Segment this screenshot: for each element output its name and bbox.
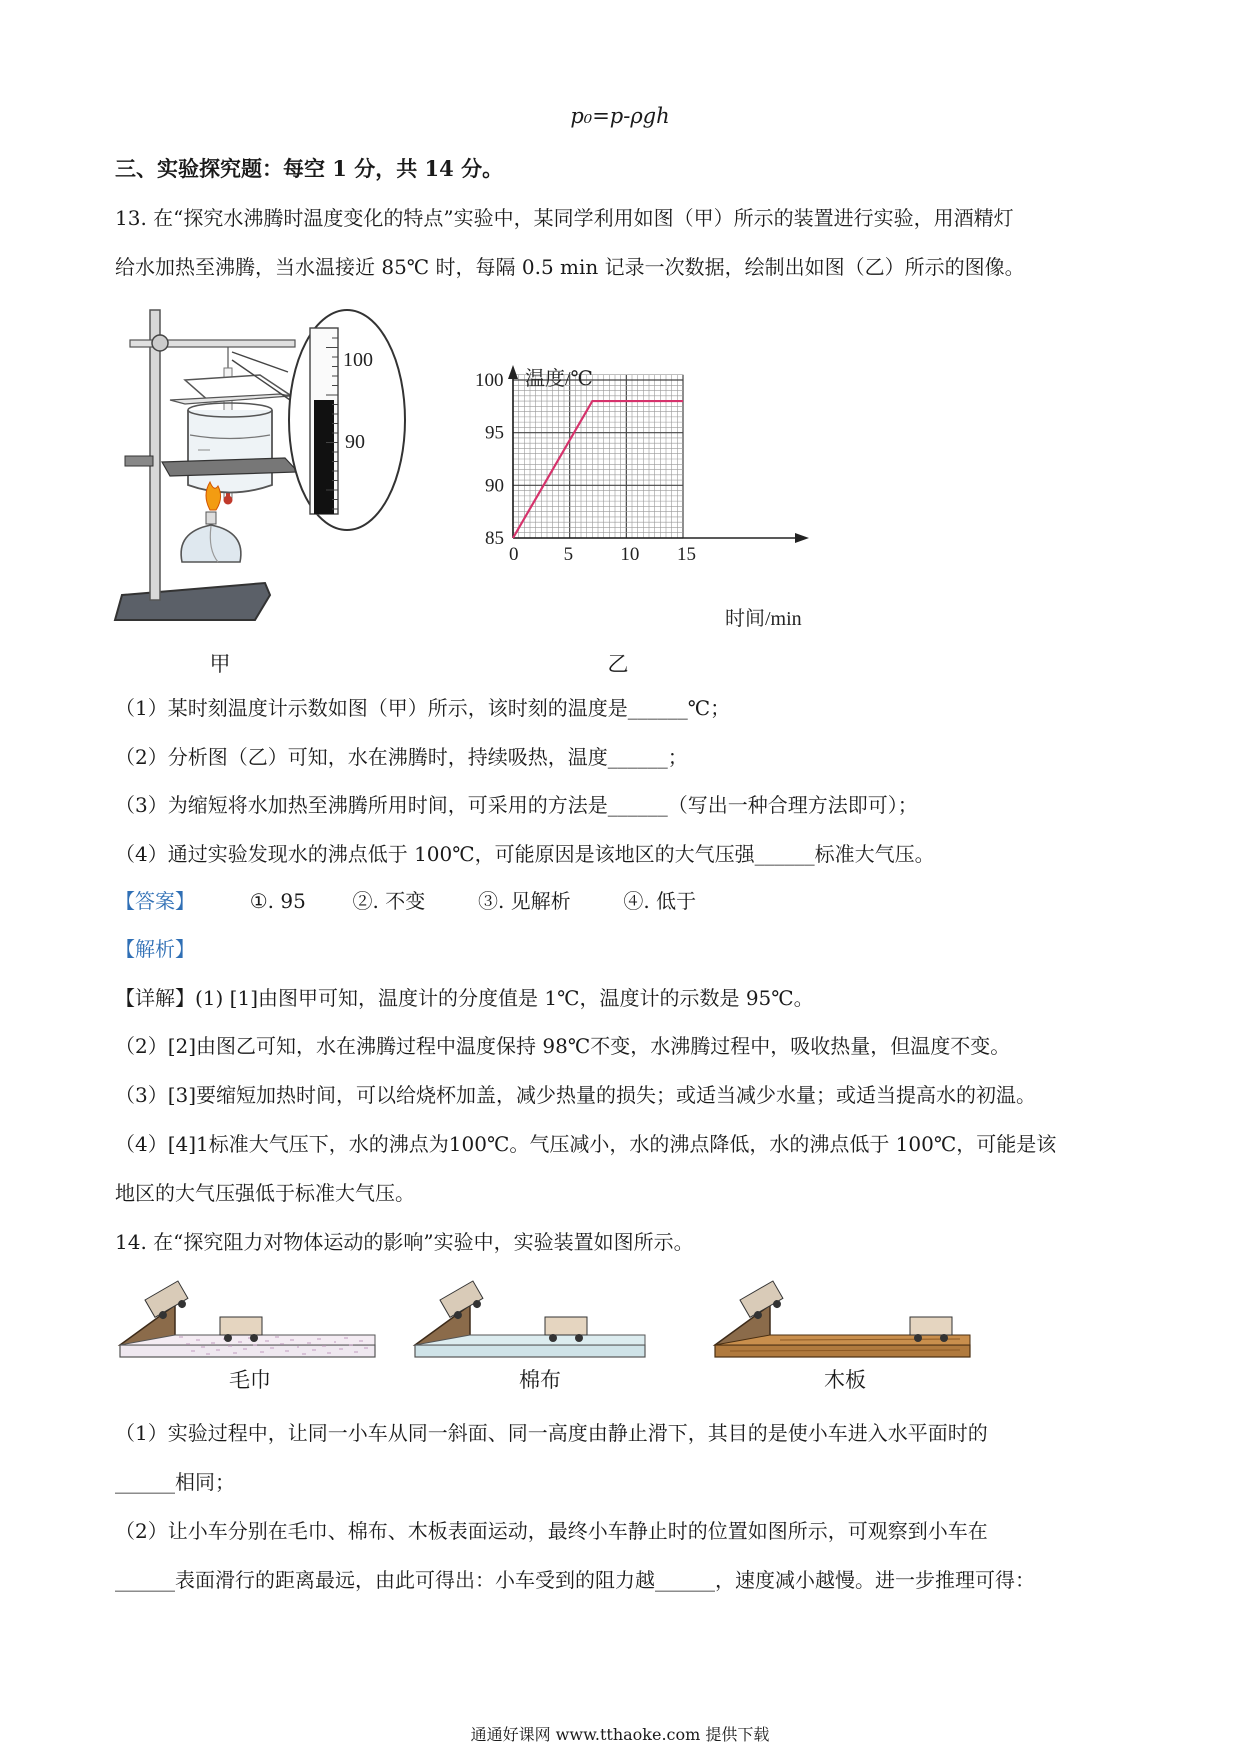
towel-texture-dot — [208, 1353, 210, 1355]
wire-gauze — [162, 458, 298, 476]
answer-4: ④. 低于 — [623, 889, 697, 913]
towel-texture-dot — [179, 1336, 181, 1338]
towel-texture-dot — [265, 1340, 267, 1342]
towel-texture-dot — [196, 1339, 198, 1341]
y-tick-label: 90 — [485, 475, 504, 497]
towel-texture-dot — [341, 1348, 343, 1350]
q14-sub1a: （1）实验过程中，让同一小车从同一斜面、同一高度由静止滑下，其目的是使小车进入水平面时的 — [115, 1421, 988, 1445]
towel-texture-dot — [230, 1345, 232, 1347]
towel-texture-dot — [228, 1345, 230, 1347]
towel-texture-dot — [346, 1337, 348, 1339]
towel-texture-dot — [297, 1346, 299, 1348]
fig-caption-jia: 甲 — [209, 652, 231, 676]
thermometer-label-100: 100 — [343, 349, 373, 371]
towel-texture-dot — [211, 1342, 213, 1344]
beaker — [188, 410, 272, 493]
towel-texture-dot — [356, 1351, 358, 1353]
towel-texture-dot — [349, 1344, 351, 1346]
towel-texture-dot — [324, 1345, 326, 1347]
towel-texture-dot — [344, 1337, 346, 1339]
answer-3: ③. 见解析 — [477, 889, 571, 913]
towel-texture-dot — [240, 1341, 242, 1343]
stand-rod — [150, 310, 160, 600]
towel-texture-dot — [292, 1339, 294, 1341]
temperature-time-chart — [455, 355, 825, 645]
towel-texture-dot — [233, 1352, 235, 1354]
answer-2: ②. 不变 — [352, 889, 426, 913]
section-title: 三、实验探究题：每空 1 分，共 14 分。 — [115, 156, 504, 181]
towel-texture-dot — [245, 1348, 247, 1350]
answer-row — [115, 887, 696, 915]
towel-texture-dot — [312, 1349, 314, 1351]
towel-texture-dot — [201, 1346, 203, 1348]
towel-texture-dot — [361, 1340, 363, 1342]
x-tick-label: 5 — [563, 544, 574, 565]
clamp-knob-icon — [152, 335, 168, 351]
x-axis-arrow-icon — [795, 533, 809, 543]
chart-x-axis-label: 时间/min — [725, 608, 802, 630]
towel-texture-dot — [314, 1349, 316, 1351]
chart-y-axis-label: 温度/℃ — [525, 368, 593, 390]
q13-sub2: （2）分析图（乙）可知，水在沸腾时，持续吸热，温度______； — [115, 745, 688, 769]
towel-texture-dot — [213, 1342, 215, 1344]
towel-texture-dot — [329, 1352, 331, 1354]
towel-texture-dot — [307, 1342, 309, 1344]
towel-texture-dot — [206, 1353, 208, 1355]
towel-texture-dot — [351, 1344, 353, 1346]
page-footer: 通通好课网 www.tthaoke.com 提供下载 — [470, 1725, 770, 1744]
detail-4a: （4）[4]1标准大气压下，水的沸点为100℃。气压减小，水的沸点降低，水的沸点低于 100℃，可能是该 — [115, 1132, 1057, 1156]
stand-base — [115, 583, 270, 620]
q13-sub4: （4）通过实验发现水的沸点低于 100℃，可能原因是该地区的大气压强______标准大气压。 — [115, 842, 935, 866]
q13-sub1: （1）某时刻温度计示数如图（甲）所示，该时刻的温度是______℃； — [115, 696, 731, 720]
towel-track — [120, 1281, 375, 1357]
q14-sub2a: （2）让小车分别在毛巾、棉布、木板表面运动，最终小车静止时的位置如图所示，可观察到小车在 — [115, 1519, 988, 1543]
detail-4b: 地区的大气压强低于标准大气压。 — [115, 1181, 415, 1205]
detail-3: （3）[3]要缩短加热时间，可以给烧杯加盖，减少热量的损失；或适当减少水量；或适当提高水的初温。 — [115, 1083, 1037, 1107]
towel-texture-dot — [248, 1337, 250, 1339]
towel-texture-dot — [309, 1342, 311, 1344]
q14-sub2b: ______表面滑行的距离最远，由此可得出：小车受到的阻力越______，速度减小越慢。进一步推理可得： — [115, 1568, 1035, 1592]
towel-texture-dot — [364, 1347, 366, 1349]
towel-texture-dot — [275, 1336, 277, 1338]
answer-1: ①. 95 — [249, 889, 306, 913]
towel-texture-dot — [267, 1340, 269, 1342]
towel-texture-dot — [280, 1343, 282, 1345]
surface-label-cotton: 棉布 — [519, 1368, 561, 1392]
towel-texture-dot — [238, 1341, 240, 1343]
towel-texture-dot — [235, 1352, 237, 1354]
towel-texture-dot — [188, 1343, 190, 1345]
x-tick-label: 0 — [509, 544, 519, 565]
y-tick-label: 100 — [475, 370, 504, 391]
y-tick-label: 85 — [485, 528, 504, 549]
surface-label-towel: 毛巾 — [229, 1368, 271, 1392]
thermometer-label-90: 90 — [345, 431, 365, 453]
towel-texture-dot — [317, 1338, 319, 1340]
ring-clamp — [125, 456, 153, 466]
towel-texture-dot — [287, 1350, 289, 1352]
q13-sub3: （3）为缩短将水加热至沸腾所用时间，可采用的方法是______（写出一种合理方法即可）； — [115, 793, 918, 817]
towel-texture-dot — [191, 1350, 193, 1352]
towel-texture-dot — [181, 1336, 183, 1338]
towel-texture-dot — [203, 1346, 205, 1348]
answer-tag: 【答案】 — [115, 889, 195, 913]
towel-texture-dot — [359, 1340, 361, 1342]
towel-texture-dot — [322, 1345, 324, 1347]
towel-texture-dot — [253, 1344, 255, 1346]
x-tick-label: 10 — [620, 544, 640, 565]
towel-texture-dot — [186, 1343, 188, 1345]
towel-texture-dot — [193, 1350, 195, 1352]
towel-texture-dot — [270, 1347, 272, 1349]
towel-texture-dot — [304, 1353, 306, 1355]
towel-texture-dot — [290, 1339, 292, 1341]
q13-stem-line1: 13. 在“探究水沸腾时温度变化的特点”实验中，某同学利用如图（甲）所示的装置进行实验，用酒精灯 — [115, 206, 1014, 230]
analysis-tag: 【解析】 — [115, 937, 195, 961]
towel-texture-dot — [277, 1336, 279, 1338]
pressure-formula: p₀=p-ρgh — [570, 104, 670, 128]
wood-track — [715, 1281, 970, 1357]
towel-texture-dot — [334, 1341, 336, 1343]
towel-texture-dot — [260, 1351, 262, 1353]
q14-stem: 14. 在“探究阻力对物体运动的影响”实验中，实验装置如图所示。 — [115, 1230, 694, 1254]
towel-texture-dot — [243, 1348, 245, 1350]
towel-texture-dot — [218, 1349, 220, 1351]
towel-texture-dot — [272, 1347, 274, 1349]
thermometer-zoom-view — [289, 310, 405, 530]
detail-1: 【详解】(1) [1]由图甲可知，温度计的分度值是 1℃，温度计的示数是 95℃。 — [115, 986, 814, 1010]
towel-texture-dot — [198, 1339, 200, 1341]
y-tick-label: 95 — [485, 422, 504, 444]
towel-texture-dot — [327, 1352, 329, 1354]
detail-2: （2）[2]由图乙可知，水在沸腾过程中温度保持 98℃不变，水沸腾过程中，吸收热量，但温度不变。 — [115, 1034, 1011, 1058]
q14-sub1b: ______相同； — [115, 1470, 235, 1494]
towel-texture-dot — [216, 1349, 218, 1351]
towel-texture-dot — [319, 1338, 321, 1340]
x-tick-label: 15 — [677, 544, 696, 565]
towel-texture-dot — [255, 1344, 257, 1346]
towel-texture-dot — [302, 1353, 304, 1355]
fig-caption-yi: 乙 — [607, 652, 629, 676]
towel-texture-dot — [366, 1347, 368, 1349]
q13-stem-line2: 给水加热至沸腾，当水温接近 85℃ 时，每隔 0.5 min 记录一次数据，绘制出如图（乙）所示的图像。 — [115, 255, 1025, 279]
cotton-track — [415, 1281, 645, 1357]
surface-label-wood: 木板 — [824, 1368, 866, 1392]
y-axis-arrow-icon — [508, 365, 518, 379]
towel-texture-dot — [282, 1343, 284, 1345]
towel-texture-dot — [339, 1348, 341, 1350]
boiling-apparatus-figure — [110, 300, 440, 630]
towel-texture-dot — [354, 1351, 356, 1353]
towel-texture-dot — [262, 1351, 264, 1353]
towel-texture-dot — [285, 1350, 287, 1352]
